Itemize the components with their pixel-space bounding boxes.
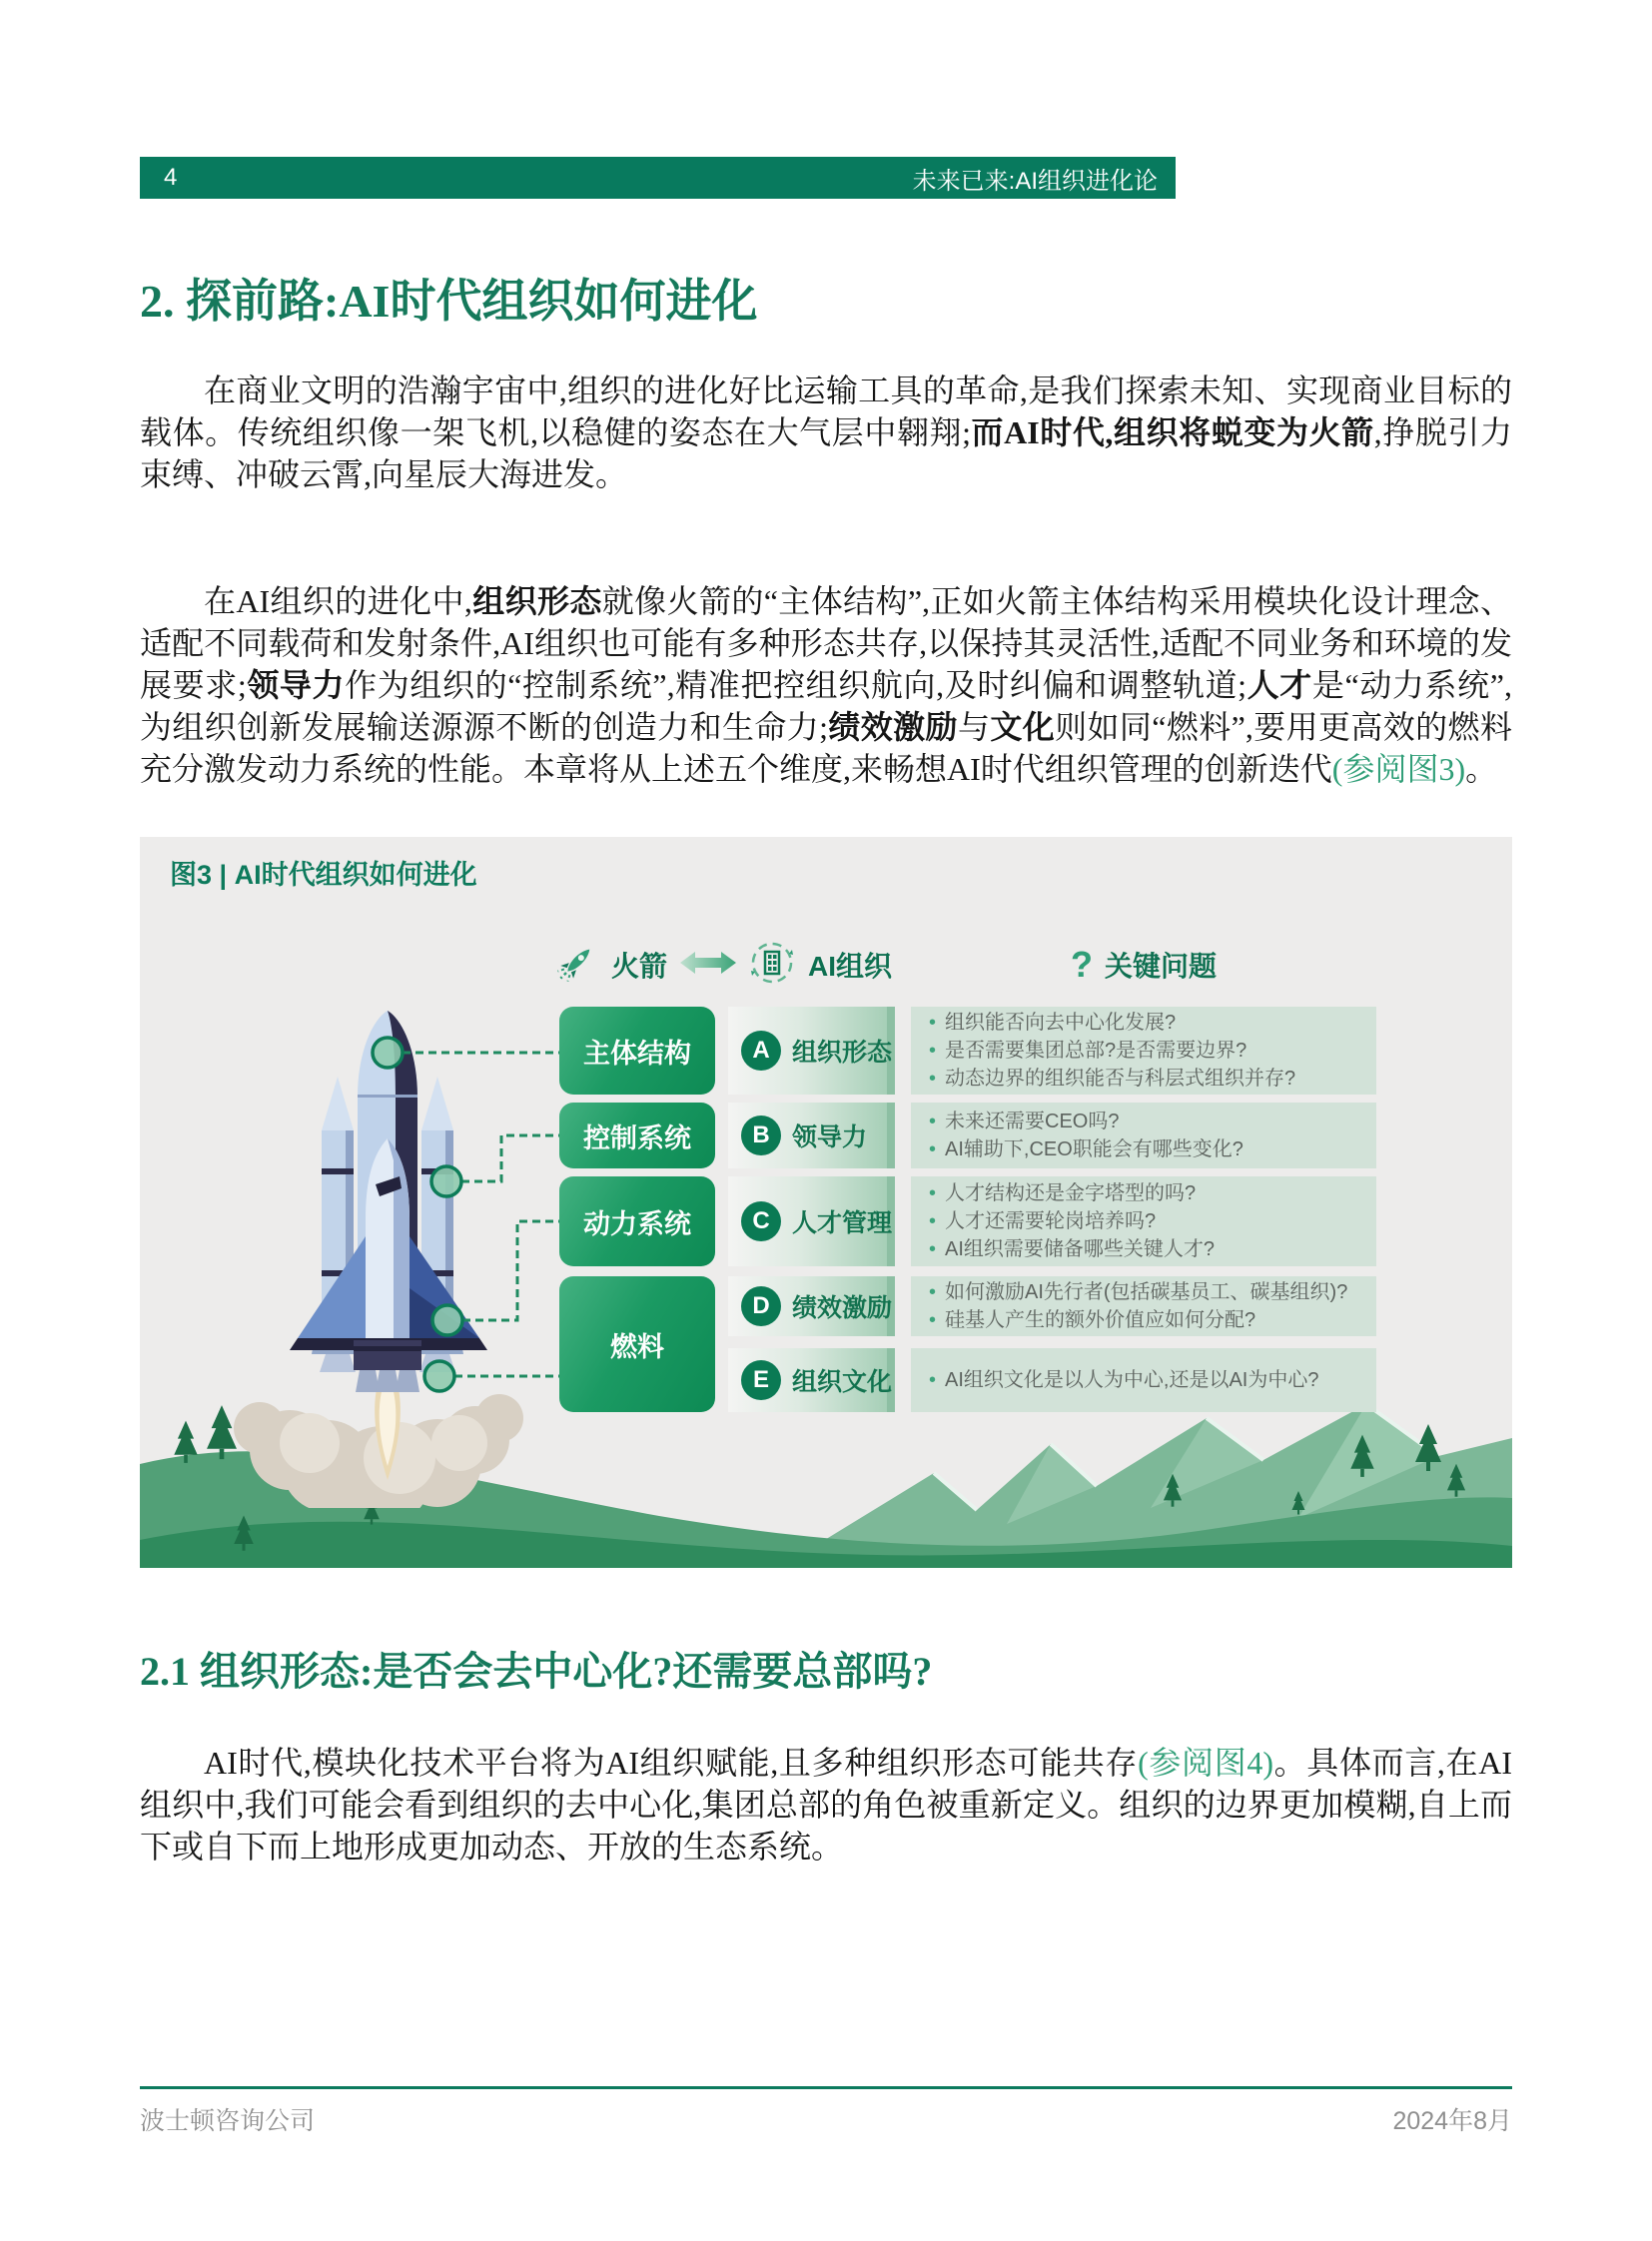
badge-e: E [741, 1360, 781, 1400]
figure-3 [140, 837, 1512, 1568]
paragraph-1-text: ,挣脱引力束缚、冲破云霄,向星辰大海进发。 [140, 414, 1512, 492]
section-2-1-heading: 2.1 组织形态:是否会去中心化?还需要总部吗? [140, 1649, 933, 1694]
figure-title: 图3 | AI时代组织如何进化 [170, 860, 477, 890]
question-icon: ? [1070, 944, 1093, 985]
paragraph-1-bold: 而AI时代,组织将蜕变为火箭 [970, 414, 1374, 450]
figure-3-reference-link[interactable]: (参阅图3) [1331, 751, 1466, 787]
header-title: 未来已来:AI组织进化论 [912, 167, 1158, 195]
dimension-cell-incentive: D 绩效激励 [728, 1276, 895, 1336]
dimension-cell-org-form: A 组织形态 [728, 1007, 895, 1095]
legend-rocket-label: 火箭 [610, 951, 667, 982]
dimension-cell-culture: E 组织文化 [728, 1348, 895, 1412]
figure-4-reference-link[interactable]: (参阅图4) [1138, 1745, 1273, 1781]
badge-b: B [741, 1116, 781, 1155]
questions-cell-talent: • 人才结构还是金字塔型的吗? • 人才还需要轮岗培养吗? • AI组织需要储备哪些关键人才? [911, 1176, 1376, 1266]
dimension-cell-leadership: B 领导力 [728, 1103, 895, 1168]
questions-cell-incentive: • 如何激励AI先行者(包括碳基员工、碳基组织)? • 硅基人产生的额外价值应如何分配? [911, 1276, 1376, 1336]
figure-legend-questions [911, 939, 1376, 991]
page-number: 4 [164, 164, 178, 191]
legend-org-label: AI组织 [808, 951, 893, 982]
footer-divider [140, 2086, 1512, 2089]
paragraph-1-text: 在商业文明的浩瀚宇宙中,组织的进化好比运输工具的革命,是我们探索未知、实现商业目标的载体。传统组织像一架飞机,以稳健的姿态在大气层中翱翔; [140, 373, 1512, 450]
badge-d: D [741, 1286, 781, 1326]
questions-cell-culture: • AI组织文化是以人为中心,还是以AI为中心? [911, 1348, 1376, 1412]
part-box-power: 动力系统 [559, 1176, 715, 1266]
paragraph-1 [140, 370, 1512, 495]
questions-cell-org-form: • 组织能否向去中心化发展? • 是否需要集团总部?是否需要边界? • 动态边界的组织能否与科层式组织并存? [911, 1007, 1376, 1095]
double-arrow-icon [680, 950, 736, 981]
questions-cell-leadership: • 未来还需要CEO吗? • AI辅助下,CEO职能会有哪些变化? [911, 1103, 1376, 1168]
part-box-structure: 主体结构 [559, 1007, 715, 1095]
part-box-control: 控制系统 [559, 1103, 715, 1168]
rocket-illustration [150, 989, 559, 1508]
rocket-icon [554, 941, 598, 990]
organization-icon [749, 940, 795, 991]
paragraph-3: AI时代,模块化技术平台将为AI组织赋能,且多种组织形态可能共存(参阅图4)。具体而言,在AI组织中,我们可能会看到组织的去中心化,集团总部的角色被重新定义。组织的边界更加模糊,自上而下或自下而上地形成更加动态、开放的生态系统。 [140, 1745, 1512, 1865]
badge-a: A [741, 1031, 781, 1071]
section-2-heading: 2. 探前路:AI时代组织如何进化 [140, 276, 758, 327]
page-header [140, 157, 1176, 199]
part-box-fuel: 燃料 [559, 1276, 715, 1412]
footer-date: 2024年8月 [1392, 2107, 1512, 2135]
page-footer [140, 2101, 1512, 2137]
figure-legend-mapping [547, 939, 899, 991]
paragraph-2: 在AI组织的进化中,组织形态就像火箭的“主体结构”,正如火箭主体结构采用模块化设计理念、适配不同载荷和发射条件,AI组织也可能有多种形态共存,以保持其灵活性,适配不同业务和环境的发展要求;领导力作为组织的“控制系统”,精准把控组织航向,及时纠偏和调整轨道;人才是“动力系统”,为组织创新发展输送源源不断的创造力和生命力;绩效激励与文化则如同“燃料”,要用更高效的燃料充分激发动力系统的性能。本章将从上述五个维度,来畅想AI时代组织管理的创新迭代(参阅图3)。 [140, 583, 1512, 787]
legend-questions-label: 关键问题 [1104, 951, 1217, 982]
dimension-cell-talent: C 人才管理 [728, 1176, 895, 1266]
footer-company: 波士顿咨询公司 [140, 2107, 316, 2135]
badge-c: C [741, 1201, 781, 1241]
